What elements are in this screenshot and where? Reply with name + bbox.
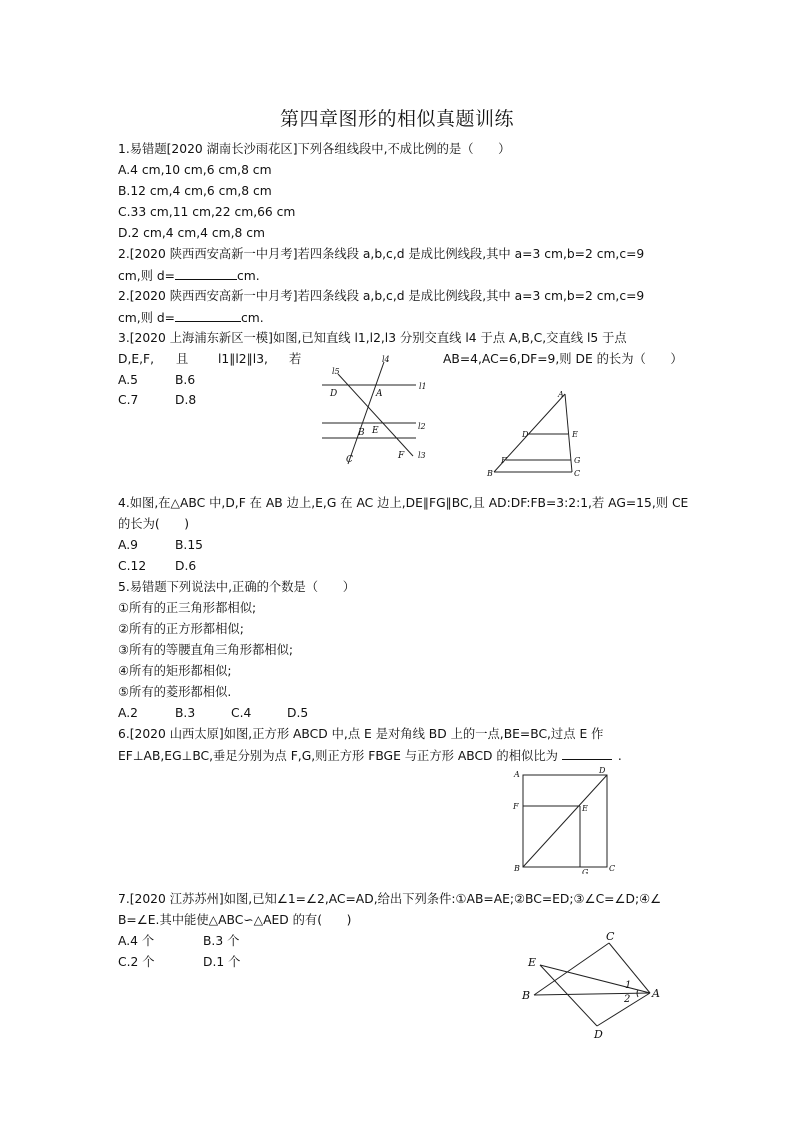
q7-options-row2 [118,954,240,970]
segment-ed [540,965,597,1026]
q4-option-d: D.6 [175,559,197,573]
q3-line2-b: 且 [176,352,189,366]
q3-option-c: C.7 [118,393,139,407]
label-f: F [501,456,507,465]
q5-option-d: D.5 [287,706,309,720]
q5-stem: 5.易错题下列说法中,正确的个数是（ ） [118,580,355,594]
q5-option-b: B.3 [175,706,196,720]
label-angle-1: 1 [625,980,632,991]
q3-line2-e: AB=4,AC=6,DF=9,则 DE 的长为（ ） [443,352,683,366]
q5-option-a: A.2 [118,706,138,720]
q7-option-a: A.4 个 [118,934,155,948]
q7-option-d: D.1 个 [203,955,241,969]
label-e: E [372,426,379,436]
label-e: E [528,956,537,969]
label-c: C [346,455,353,465]
q2a-line2-post: cm. [236,269,260,283]
q3-option-d: D.8 [175,393,197,407]
q3-options-row1 [118,372,195,388]
q7-triangles-figure [518,930,668,1042]
q5-item-2: ②所有的正方形都相似; [118,622,244,636]
q5-item-1: ①所有的正三角形都相似; [118,601,257,615]
q2a-line2-pre: cm,则 d= [118,269,175,283]
label-c: C [606,930,615,943]
q1-stem: 1.易错题[2020 湖南长沙雨花区]下列各组线段中,不成比例的是（ ） [118,142,511,156]
q2a-line1: 2.[2020 陕西西安高新一中月考]若四条线段 a,b,c,d 是成比例线段,其中 a=3 cm,b=2 cm,c=9 [118,247,645,261]
label-l3: l3 [418,451,426,460]
diagonal-bd [523,775,607,867]
q7-options-row1 [118,933,239,949]
q2a-line2 [118,267,260,284]
q4-line2: 的长为( ) [118,517,190,531]
q1-option-b: B.12 cm,4 cm,6 cm,8 cm [118,184,272,198]
q5-item-4: ④所有的矩形都相似; [118,664,232,678]
q1-option-c: C.33 cm,11 cm,22 cm,66 cm [118,205,296,219]
label-angle-2: 2 [624,994,631,1005]
q4-option-c: C.12 [118,559,147,573]
q2b-line1: 2.[2020 陕西西安高新一中月考]若四条线段 a,b,c,d 是成比例线段,其中 a=3 cm,b=2 cm,c=9 [118,289,645,303]
label-f: F [513,802,519,811]
page-title: 第四章图形的相似真题训练 [279,108,514,130]
q6-line2-pre: EF⊥AB,EG⊥BC,垂足分别为点 F,G,则正方形 FBGE 与正方形 ABCD 的相似比为 [118,749,558,763]
q3-line1: 3.[2020 上海浦东新区一模]如图,已知直线 l1,l2,l3 分别交直线 l4 于点 A,B,C,交直线 l5 于点 [118,331,627,345]
q3-option-a: A.5 [118,373,138,387]
segment-ba [534,993,650,995]
q7-option-c: C.2 个 [118,955,155,969]
label-l1: l1 [419,382,427,391]
q1-option-d: D.2 cm,4 cm,4 cm,8 cm [118,226,265,240]
q6-line2 [118,747,622,764]
label-b: B [514,864,520,873]
q6-answer-blank [562,747,612,760]
q5-options [118,705,308,721]
label-d: D [330,389,338,399]
q1-option-a: A.4 cm,10 cm,6 cm,8 cm [118,163,272,177]
q4-line1: 4.如图,在△ABC 中,D,F 在 AB 边上,E,G 在 AC 边上,DE∥FG∥BC,且 AD:DF:FB=3:2:1,若 AG=15,则 CE [118,496,689,510]
line-l4 [348,362,384,464]
q4-options-row1 [118,537,203,553]
q4-option-a: A.9 [118,538,138,552]
q3-line2-a: D,E,F, [118,352,155,366]
label-b: B [358,428,365,438]
q4-option-b: B.15 [175,538,203,552]
label-g: G [582,868,589,874]
q3-line2-d: 若 [289,352,302,366]
q2b-line2 [118,309,264,326]
q3-option-b: B.6 [175,373,196,387]
label-a: A [558,390,564,399]
q3-line2-c: l1∥l2∥l3, [218,352,268,366]
label-c: C [609,864,616,873]
q3-parallel-lines-figure [316,352,432,468]
q7-line2: B=∠E.其中能使△ABC∽△AED 的有( ) [118,913,352,927]
label-d: D [522,430,529,439]
label-l4: l4 [382,355,390,364]
q3-options-row2 [118,392,196,408]
q6-square-figure [510,764,622,874]
label-l5: l5 [332,367,340,376]
label-d: D [594,1028,603,1041]
q4-options-row2 [118,558,196,574]
q6-line2-post: . [617,749,622,763]
q2b-answer-blank [175,309,241,322]
label-l2: l2 [418,422,426,431]
segment-cb [534,943,609,995]
q4-triangle-figure [486,388,586,480]
label-a: A [652,987,660,1000]
q5-item-5: ⑤所有的菱形都相似. [118,685,232,699]
label-b: B [522,989,531,1002]
label-a: A [514,770,520,779]
q5-option-c: C.4 [231,706,252,720]
label-b: B [487,469,493,478]
label-a: A [376,389,383,399]
label-g: G [574,456,581,465]
label-d: D [599,766,606,775]
q7-line1: 7.[2020 江苏苏州]如图,已知∠1=∠2,AC=AD,给出下列条件:①AB=AE;②BC=ED;③∠C=∠D;④∠ [118,892,662,906]
q6-line1: 6.[2020 山西太原]如图,正方形 ABCD 中,点 E 是对角线 BD 上的一点,BE=BC,过点 E 作 [118,727,604,741]
label-c: C [574,469,581,478]
label-e: E [572,430,578,439]
label-e: E [582,804,588,813]
label-f: F [398,451,405,461]
q2b-line2-pre: cm,则 d= [118,311,175,325]
q5-item-3: ③所有的等腰直角三角形都相似; [118,643,294,657]
q2a-answer-blank [175,267,237,280]
q7-option-b: B.3 个 [203,934,240,948]
q2b-line2-post: cm. [240,311,264,325]
